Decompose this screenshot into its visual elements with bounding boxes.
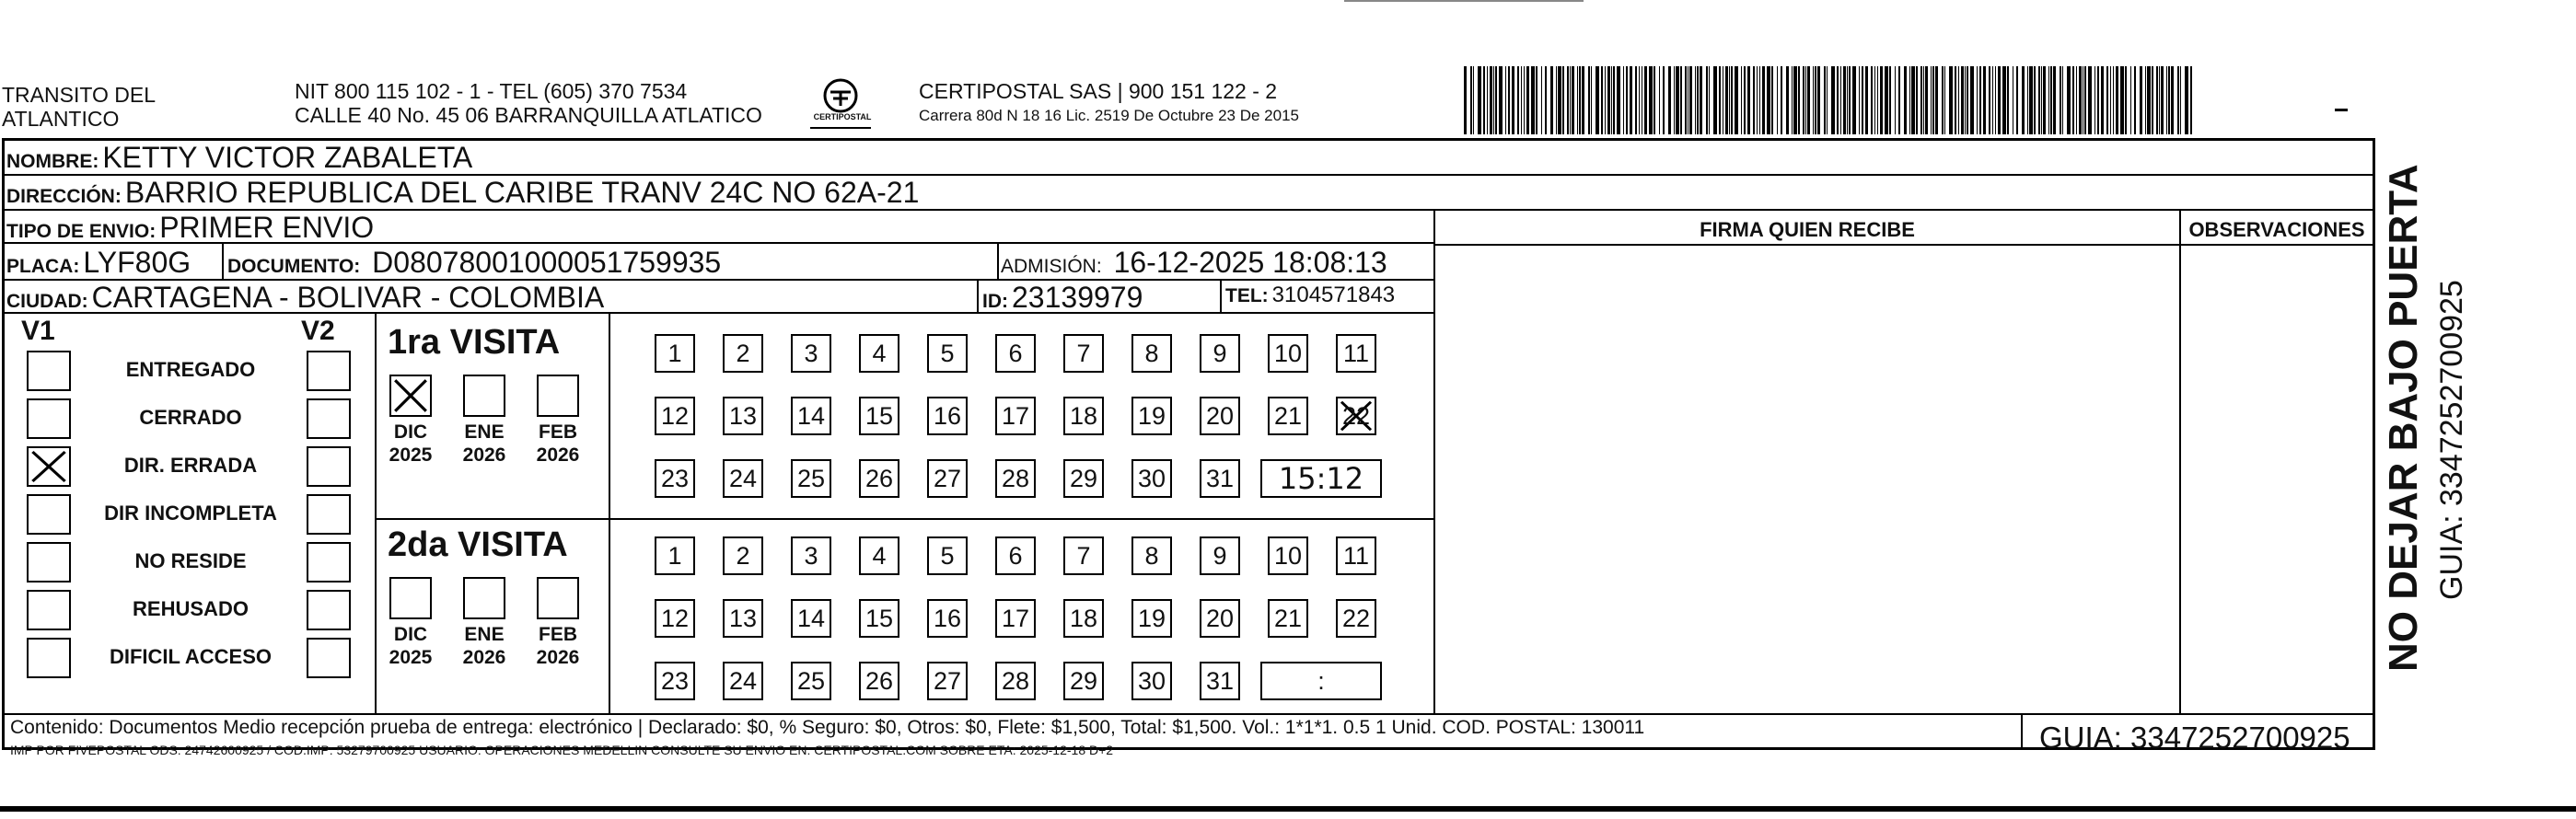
- firma-left-border: [1433, 211, 1435, 713]
- status-label: DIR. ERRADA: [123, 454, 258, 477]
- day-checkbox[interactable]: 20: [1200, 397, 1240, 435]
- documento-value: D08078001000051759935: [372, 246, 722, 279]
- status-label: DIFICIL ACCESO: [109, 645, 272, 668]
- v1-checkbox[interactable]: [27, 446, 71, 487]
- day-checkbox[interactable]: 12: [655, 397, 695, 435]
- month-label: FEB 2026: [536, 421, 580, 466]
- day-checkbox[interactable]: 5: [927, 334, 968, 373]
- month-checkbox[interactable]: [463, 375, 505, 417]
- time-field[interactable]: :: [1260, 662, 1382, 700]
- day-checkbox[interactable]: 3: [791, 334, 831, 373]
- day-checkbox[interactable]: 20: [1200, 599, 1240, 638]
- day-checkbox[interactable]: 2: [723, 334, 763, 373]
- day-checkbox[interactable]: 23: [655, 662, 695, 700]
- sender-name: TRANSITO DEL ATLANTICO: [2, 83, 156, 131]
- day-checkbox[interactable]: 23: [655, 459, 695, 498]
- id-value: 23139979: [1012, 281, 1143, 314]
- status-label: ENTREGADO: [125, 358, 256, 381]
- day-checkbox[interactable]: 27: [927, 662, 968, 700]
- visit-divider: [375, 518, 1435, 520]
- status-label: REHUSADO: [133, 597, 249, 620]
- day-checkbox[interactable]: 7: [1063, 536, 1104, 575]
- day-checkbox[interactable]: 25: [791, 662, 831, 700]
- day-checkbox[interactable]: 26: [859, 662, 899, 700]
- month-checkbox[interactable]: [463, 577, 505, 619]
- day-checkbox[interactable]: 7: [1063, 334, 1104, 373]
- v2-checkbox[interactable]: [307, 446, 351, 487]
- day-checkbox[interactable]: 8: [1131, 334, 1172, 373]
- day-checkbox[interactable]: 27: [927, 459, 968, 498]
- day-checkbox[interactable]: 13: [723, 599, 763, 638]
- day-checkbox[interactable]: 9: [1200, 334, 1240, 373]
- second-visit-title: 2da VISITA: [388, 525, 568, 564]
- id-divider: [977, 281, 979, 314]
- row-ciudad: CIUDAD: CARTAGENA - BOLIVAR - COLOMBIA ID: 23139979 TEL: 3104571843: [5, 281, 1435, 314]
- v2-checkbox[interactable]: [307, 542, 351, 583]
- day-checkbox[interactable]: 16: [927, 599, 968, 638]
- month-label: ENE 2026: [462, 421, 506, 466]
- placa-value: LYF80G: [83, 246, 191, 279]
- day-checkbox[interactable]: 1: [655, 334, 695, 373]
- day-checkbox[interactable]: 5: [927, 536, 968, 575]
- time-field[interactable]: 15:12: [1260, 459, 1382, 498]
- v1-checkbox[interactable]: [27, 398, 71, 439]
- certipostal-logo-icon: [808, 77, 873, 133]
- day-checkbox[interactable]: 26: [859, 459, 899, 498]
- day-checkbox[interactable]: 16: [927, 397, 968, 435]
- month-label: FEB 2026: [536, 624, 580, 668]
- day-checkbox[interactable]: 21: [1268, 397, 1308, 435]
- month-checkbox[interactable]: [389, 577, 432, 619]
- day-checkbox[interactable]: 21: [1268, 599, 1308, 638]
- guia-number: GUIA: 3347252700925: [2039, 721, 2350, 755]
- day-checkbox[interactable]: 30: [1131, 662, 1172, 700]
- day-checkbox[interactable]: 15: [859, 599, 899, 638]
- admision-value: 16-12-2025 18:08:13: [1113, 246, 1387, 279]
- status-label: NO RESIDE: [134, 549, 247, 572]
- row-tipo: TIPO DE ENVIO: PRIMER ENVIO: [5, 211, 1435, 244]
- scan-mark: [2335, 109, 2348, 111]
- day-checkbox[interactable]: 29: [1063, 662, 1104, 700]
- v2-checkbox[interactable]: [307, 494, 351, 535]
- v1-checkbox[interactable]: [27, 494, 71, 535]
- day-checkbox[interactable]: 13: [723, 397, 763, 435]
- day-checkbox[interactable]: 11: [1336, 536, 1376, 575]
- day-checkbox[interactable]: 10: [1268, 536, 1308, 575]
- observaciones-header: OBSERVACIONES: [2188, 218, 2365, 241]
- no-dejar-warning: NO DEJAR BAJO PUERTA: [2381, 164, 2426, 672]
- obs-right-border: [2373, 141, 2374, 713]
- tipo-value: PRIMER ENVIO: [159, 211, 375, 244]
- day-checkbox[interactable]: 17: [995, 397, 1036, 435]
- bottom-border: [0, 806, 2576, 812]
- day-checkbox[interactable]: 19: [1131, 599, 1172, 638]
- day-checkbox[interactable]: 28: [995, 459, 1036, 498]
- firma-header-line: [1433, 244, 2374, 246]
- footer-line: [5, 713, 2374, 715]
- nombre-value: KETTY VICTOR ZABALETA: [102, 141, 473, 174]
- day-checkbox[interactable]: 31: [1200, 662, 1240, 700]
- day-checkbox[interactable]: 19: [1131, 397, 1172, 435]
- firma-header: FIRMA QUIEN RECIBE: [1700, 218, 1915, 241]
- day-checkbox[interactable]: 18: [1063, 599, 1104, 638]
- day-checkbox[interactable]: 4: [859, 334, 899, 373]
- month-divider: [609, 314, 610, 713]
- month-label: DIC 2025: [389, 421, 433, 466]
- side-guia: GUIA: 3347252700925: [2434, 280, 2469, 600]
- row-direccion: DIRECCIÓN: BARRIO REPUBLICA DEL CARIBE TRANV 24C NO 62A-21: [5, 176, 2373, 211]
- month-label: ENE 2026: [462, 624, 506, 668]
- day-checkbox[interactable]: 25: [791, 459, 831, 498]
- barcode: [1464, 66, 2200, 134]
- day-checkbox[interactable]: 22: [1336, 599, 1376, 638]
- day-checkbox[interactable]: 8: [1131, 536, 1172, 575]
- day-checkbox[interactable]: 14: [791, 599, 831, 638]
- day-checkbox[interactable]: 6: [995, 536, 1036, 575]
- day-checkbox[interactable]: 17: [995, 599, 1036, 638]
- v1-checkbox[interactable]: [27, 590, 71, 630]
- v2-checkbox[interactable]: [307, 351, 351, 391]
- day-checkbox[interactable]: 15: [859, 397, 899, 435]
- row-nombre: NOMBRE: KETTY VICTOR ZABALETA: [5, 141, 2373, 176]
- ciudad-value: CARTAGENA - BOLIVAR - COLOMBIA: [91, 281, 605, 314]
- placa-divider: [222, 244, 224, 281]
- v1-checkbox[interactable]: [27, 638, 71, 678]
- delivery-form: [2, 138, 2375, 757]
- day-checkbox[interactable]: 24: [723, 662, 763, 700]
- day-checkbox[interactable]: 4: [859, 536, 899, 575]
- v2-checkbox[interactable]: [307, 638, 351, 678]
- status-divider: [375, 314, 377, 713]
- month-checkbox[interactable]: [537, 375, 579, 417]
- obs-left-border: [2179, 211, 2181, 713]
- day-checkbox[interactable]: 31: [1200, 459, 1240, 498]
- guia-divider: [2021, 713, 2023, 750]
- status-label: DIR INCOMPLETA: [104, 502, 277, 525]
- month-label: DIC 2025: [389, 624, 433, 668]
- v2-checkbox[interactable]: [307, 398, 351, 439]
- day-checkbox[interactable]: 29: [1063, 459, 1104, 498]
- first-visit-title: 1ra VISITA: [388, 323, 561, 362]
- v2-label: V2: [301, 316, 335, 346]
- row-placa: PLACA: LYF80G DOCUMENTO: D08078001000051759935 ADMISIÓN: 16-12-2025 18:08:13: [5, 244, 1435, 281]
- day-checkbox[interactable]: 11: [1336, 334, 1376, 373]
- v1-label: V1: [21, 316, 55, 346]
- day-checkbox[interactable]: 10: [1268, 334, 1308, 373]
- tel-value: 3104571843: [1271, 283, 1396, 307]
- day-checkbox[interactable]: 28: [995, 662, 1036, 700]
- month-checkbox[interactable]: [389, 375, 432, 417]
- admision-divider: [997, 244, 999, 281]
- day-checkbox[interactable]: 24: [723, 459, 763, 498]
- logo-text: CERTIPOSTAL: [813, 112, 872, 121]
- month-checkbox[interactable]: [537, 577, 579, 619]
- sender-contact: NIT 800 115 102 - 1 - TEL (605) 370 7534 CALLE 40 No. 45 06 BARRANQUILLA ATLATICO: [295, 79, 762, 127]
- direccion-value: BARRIO REPUBLICA DEL CARIBE TRANV 24C NO 62A-21: [124, 176, 920, 209]
- day-checkbox[interactable]: 1: [655, 536, 695, 575]
- day-checkbox[interactable]: 9: [1200, 536, 1240, 575]
- day-checkbox[interactable]: 6: [995, 334, 1036, 373]
- status-label: CERRADO: [139, 406, 242, 429]
- imp-text: IMP POR FIVEPOSTAL ODS: 24742600925 / COD.IMP: 53279700925 USUARIO: OPERACIONES MEDELLIN CONSULTE SU ENVIO EN: CERTIPOSTAL.COM SOBRE ETA: 2025-12-18 D+2: [10, 743, 1114, 757]
- carrier-info: CERTIPOSTAL SAS | 900 151 122 - 2 Carrera 80d N 18 16 Lic. 2519 De Octubre 23 De 2015: [919, 79, 1299, 124]
- v2-checkbox[interactable]: [307, 590, 351, 630]
- scan-edge-line: [1344, 0, 1584, 2]
- day-checkbox[interactable]: 2: [723, 536, 763, 575]
- day-checkbox[interactable]: 14: [791, 397, 831, 435]
- certipostal-logo: [808, 77, 873, 133]
- contenido-text: Contenido: Documentos Medio recepción prueba de entrega: electrónico | Declarado: $0, % Seguro: $0, Otros: $0, Flete: $1,500, Total: $1,500. Vol.: 1*1*1. 0.5 1 Unid. COD. POSTAL: 130011: [10, 717, 1645, 738]
- day-checkbox[interactable]: 3: [791, 536, 831, 575]
- day-checkbox[interactable]: 18: [1063, 397, 1104, 435]
- tel-divider: [1220, 281, 1222, 314]
- day-checkbox[interactable]: 12: [655, 599, 695, 638]
- v1-checkbox[interactable]: [27, 351, 71, 391]
- v1-checkbox[interactable]: [27, 542, 71, 583]
- day-checkbox[interactable]: 30: [1131, 459, 1172, 498]
- day-checkbox[interactable]: 22: [1336, 397, 1376, 435]
